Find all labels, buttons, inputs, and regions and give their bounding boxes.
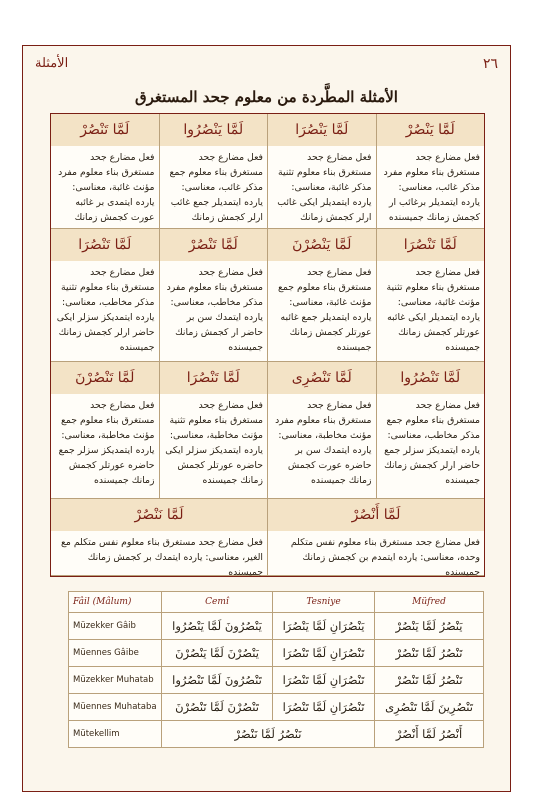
table-row — [69, 640, 484, 667]
page-number: ٢٦ — [482, 56, 498, 72]
table-row — [69, 667, 484, 694]
grid-cell — [376, 114, 485, 229]
table-cell: يَنْصُرُونَ لَمَّا يَنْصُرُوا — [162, 613, 273, 640]
verb-form: لَمَّا نَنْصُرْ — [51, 499, 267, 531]
page-title: الأمثلة المطَّردة من معلوم جحد المستغرق — [135, 88, 398, 106]
column-header: Müfred — [375, 592, 484, 613]
grid-cell — [267, 362, 376, 499]
column-header: Cemî — [162, 592, 273, 613]
row-label: Müennes Gâibe — [69, 640, 162, 667]
verb-form: لَمَّا تَنْصُرْنَ — [51, 362, 159, 394]
column-header: Tesniye — [272, 592, 374, 613]
grid-row — [51, 114, 484, 229]
verb-description: فعل مضارع جحد مستغرق بناء معلوم مفرد مؤنث غائبة، معناسى: يارده ايتمدى بر غائبه عورت كجمش زمانك — [58, 152, 155, 224]
verb-description: فعل مضارع جحد مستغرق بناء معلوم تثنية مذكر مخاطب، معناسى: يارده ايتمديكز سزلر ايكى حاضر ارلر كجمش زمانك جميسنده — [56, 267, 155, 354]
table-cell: تَنْصُرَانِ لَمَّا تَنْصُرَا — [272, 640, 374, 667]
table-cell: تَنْصُرَانِ لَمَّا تَنْصُرَا — [272, 694, 374, 721]
table-cell: تَنْصُرْنَ لَمَّا تَنْصُرْنَ — [162, 694, 273, 721]
grid-cell — [159, 114, 268, 229]
table-cell: يَنْصُرْنَ لَمَّا يَنْصُرْنَ — [162, 640, 273, 667]
table-row — [69, 694, 484, 721]
table-row — [69, 613, 484, 640]
verb-description: فعل مضارع جحد مستغرق بناء معلوم جمع مؤنث مخاطبة، معناسى: يارده ايتمديكز سزلر جمع حاضره عورتلر كجمش زمانك جميسنده — [58, 400, 155, 487]
grid-row — [51, 362, 484, 499]
row-label: Mütekellim — [69, 721, 162, 748]
verb-form: لَمَّا تَنْصُرَا — [160, 362, 268, 394]
verb-description: فعل مضارع جحد مستغرق بناء معلوم جمع مذكر مخاطب، معناسى: يارده ايتمديكز سزلر جمع حاضر ارلر كجمش زمانك جميسنده — [384, 400, 480, 487]
table-cell: تَنْصُرُونَ لَمَّا تَنْصُرُوا — [162, 667, 273, 694]
row-label: Müzekker Muhatab — [69, 667, 162, 694]
table-cell: تَنْصُرُ لَمَّا تَنْصُرْ — [375, 667, 484, 694]
grid-cell — [51, 499, 267, 579]
grid-cell — [376, 362, 485, 499]
grid-cell — [267, 499, 484, 579]
verb-form: لَمَّا يَنْصُرْ — [377, 114, 485, 146]
table-header-row — [69, 592, 484, 613]
verb-form: لَمَّا أَنْصُرْ — [268, 499, 484, 531]
verb-description: فعل مضارع جحد مستغرق بناء معلوم تثنية مؤنث غائبة، معناسى: يارده ايتمديلر ايكى غائبه عورتلر كجمش زمانك جميسنده — [386, 267, 480, 354]
verb-form: لَمَّا تَنْصُرْ — [160, 229, 268, 261]
verb-description: فعل مضارع جحد مستغرق بناء معلوم جمع مؤنث غائبة، معناسى: يارده ايتمديلر جمع غائبه عورتلر كجمش زمانك جميسنده — [277, 267, 372, 354]
verb-form: لَمَّا تَنْصُرِى — [268, 362, 376, 394]
verb-form: لَمَّا يَنْصُرُوا — [160, 114, 268, 146]
examples-grid — [50, 113, 485, 577]
verb-form: لَمَّا تَنْصُرْ — [51, 114, 159, 146]
grid-cell — [159, 362, 268, 499]
grid-row — [51, 499, 484, 579]
row-label: Müennes Muhataba — [69, 694, 162, 721]
table-cell: تَنْصُرِينَ لَمَّا تَنْصُرِى — [375, 694, 484, 721]
grid-cell — [267, 114, 376, 229]
grid-cell — [51, 114, 159, 229]
grid-cell — [159, 229, 268, 362]
grid-cell — [376, 229, 485, 362]
verb-description: فعل مضارع جحد مستغرق بناء معلوم مفرد مؤنث مخاطبة، معناسى: يارده ايتمدك سن بر حاضره عورت كجمش زمانك جميسنده — [275, 400, 372, 487]
verb-description: فعل مضارع جحد مستغرق بناء معلوم مفرد مذكر مخاطب، معناسى: يارده ايتمدك سن بر حاضر ار كجمش زمانك جميسنده — [166, 267, 263, 354]
table-cell: نَنْصُرُ لَمَّا نَنْصُرْ — [162, 721, 375, 748]
grid-cell — [51, 229, 159, 362]
verb-form: لَمَّا يَنْصُرْنَ — [268, 229, 376, 261]
verb-form: لَمَّا تَنْصُرُوا — [377, 362, 485, 394]
book-page — [22, 45, 511, 792]
grid-cell — [267, 229, 376, 362]
verb-description: فعل مضارع جحد مستغرق بناء معلوم تثنية مؤنث مخاطبة، معناسى: يارده ايتمديكز سزلر ايكى حاضره عورتلر كجمش زمانك جميسنده — [165, 400, 263, 487]
table-cell: يَنْصُرُ لَمَّا يَنْصُرْ — [375, 613, 484, 640]
verb-form: لَمَّا تَنْصُرَا — [51, 229, 159, 261]
grid-row — [51, 229, 484, 362]
verb-description: فعل مضارع جحد مستغرق بناء معلوم مفرد مذكر غائب، معناسى: يارده ايتمديلر برغائب ار كجمش زمانك جميسنده — [383, 152, 480, 224]
table-cell: أَنْصُرُ لَمَّا أَنْصُرْ — [375, 721, 484, 748]
conjugation-table — [68, 591, 484, 748]
column-header: Fâil (Mâlum) — [69, 592, 162, 613]
table-cell: تَنْصُرُ لَمَّا تَنْصُرْ — [375, 640, 484, 667]
section-label: الأمثلة — [35, 56, 69, 71]
verb-form: لَمَّا يَنْصُرَا — [268, 114, 376, 146]
row-label: Müzekker Gâib — [69, 613, 162, 640]
page-header — [23, 54, 510, 76]
verb-description: فعل مضارع جحد مستغرق بناء معلوم نفس متكلم مع الغير، معناسى: يارده ايتمدك بر كجمش زمانك جميسنده — [60, 537, 263, 579]
verb-form: لَمَّا تَنْصُرَا — [377, 229, 485, 261]
table-cell: يَنْصُرَانِ لَمَّا يَنْصُرَا — [272, 613, 374, 640]
grid-cell — [51, 362, 159, 499]
table-cell: تَنْصُرَانِ لَمَّا تَنْصُرَا — [272, 667, 374, 694]
verb-description: فعل مضارع جحد مستغرق بناء معلوم نفس متكلم وحده، معناسى: يارده ايتمدم بن كجمش زمانك جميسنده — [290, 537, 480, 579]
verb-description: فعل مضارع جحد مستغرق بناء معلوم تثنية مذكر غائبة، معناسى: يارده ايتمديلر ايكى غائب ارلر كجمش زمانك — [277, 152, 372, 224]
verb-description: فعل مضارع جحد مستغرق بناء معلوم جمع مذكر غائب، معناسى: يارده ايتمديلر جمع غائب ارلر كجمش زمانك — [169, 152, 263, 224]
table-row — [69, 721, 484, 748]
